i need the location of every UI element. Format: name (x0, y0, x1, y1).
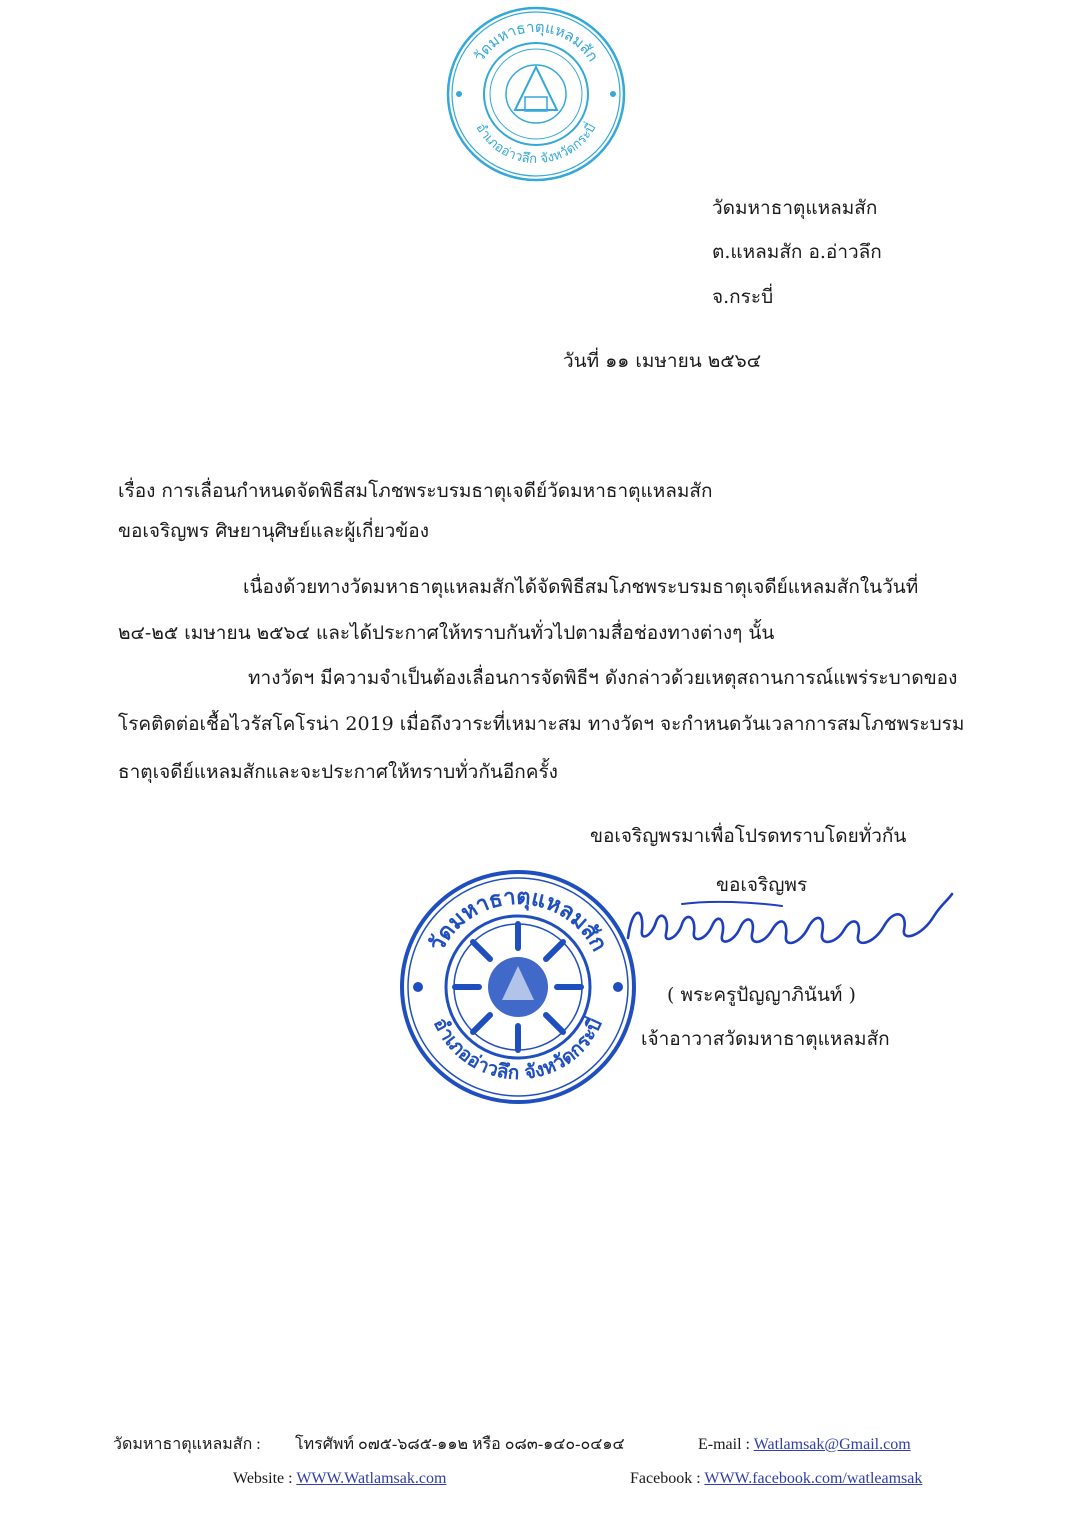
footer-facebook-label: Facebook : (630, 1470, 701, 1487)
signer-title: เจ้าอาวาสวัดมหาธาตุแหลมสัก (641, 1028, 890, 1050)
letter-subject: เรื่อง การเลื่อนกำหนดจัดพิธีสมโภชพระบรมธาตุเจดีย์วัดมหาธาตุแหลมสัก (118, 480, 713, 502)
footer-website-label: Website : (233, 1470, 293, 1487)
address-line-3: จ.กระบี่ (712, 286, 774, 308)
email-link[interactable]: Watlamsak@Gmail.com (753, 1436, 911, 1453)
svg-text:อำเภออ่าวลึก จังหวัดกระบี่: อำเภออ่าวลึก จังหวัดกระบี่ (429, 1014, 607, 1085)
footer-facebook (630, 1469, 922, 1489)
signature (622, 886, 954, 958)
letter-date: วันที่ ๑๑ เมษายน ๒๕๖๔ (563, 350, 762, 372)
website-link[interactable]: WWW.Watlamsak.com (296, 1470, 447, 1487)
letter-salutation: ขอเจริญพร ศิษยานุศิษย์และผู้เกี่ยวข้อง (118, 520, 429, 542)
footer-org: วัดมหาธาตุแหลมสัก : (113, 1436, 261, 1453)
address-line-1: วัดมหาธาตุแหลมสัก (712, 197, 878, 219)
facebook-link[interactable]: WWW.facebook.com/watleamsak (704, 1470, 923, 1487)
footer-email (698, 1435, 911, 1455)
footer-email-label: E-mail : (698, 1436, 750, 1453)
signer-name: ( พระครูปัญญาภินันท์ ) (667, 984, 856, 1006)
letter-sign-off: ขอเจริญพร (716, 874, 808, 896)
footer-website (233, 1469, 446, 1489)
paragraph-2-line-2: โรคติดต่อเชื้อไวรัสโคโรน่า 2019 เมื่อถึงวาระที่เหมาะสม ทางวัดฯ จะกำหนดวันเวลาการสมโภชพระบรม (118, 713, 965, 735)
letter-closing: ขอเจริญพรมาเพื่อโปรดทราบโดยทั่วกัน (590, 825, 907, 847)
paragraph-1-line-1: เนื่องด้วยทางวัดมหาธาตุแหลมสักได้จัดพิธีสมโภชพระบรมธาตุเจดีย์แหลมสักในวันที่ (243, 576, 919, 598)
temple-seal-bottom (398, 868, 638, 1106)
svg-text:วัดมหาธาตุแหลมสัก: วัดมหาธาตุแหลมสัก (424, 884, 612, 956)
paragraph-1-line-2: ๒๔-๒๕ เมษายน ๒๕๖๔ และได้ประกาศให้ทราบกันทั่วไปตามสื่อช่องทางต่างๆ นั้น (118, 622, 775, 644)
svg-text:อำเภออ่าวลึก จังหวัดกระบี่: อำเภออ่าวลึก จังหวัดกระบี่ (472, 120, 600, 168)
address-line-2: ต.แหลมสัก อ.อ่าวลึก (712, 241, 882, 263)
temple-seal-top (445, 5, 627, 183)
paragraph-2-line-1: ทางวัดฯ มีความจำเป็นต้องเลื่อนการจัดพิธีฯ ดังกล่าวด้วยเหตุสถานการณ์แพร่ระบาดของ (248, 667, 958, 689)
paragraph-2-line-3: ธาตุเจดีย์แหลมสักและจะประกาศให้ทราบทั่วกันอีกครั้ง (118, 761, 558, 783)
footer-phone: โทรศัพท์ ๐๗๕-๖๘๕-๑๑๒ หรือ ๐๘๓-๑๔๐-๐๔๑๔ (295, 1436, 625, 1453)
svg-text:วัดมหาธาตุแหลมสัก: วัดมหาธาตุแหลมสัก (469, 17, 603, 65)
